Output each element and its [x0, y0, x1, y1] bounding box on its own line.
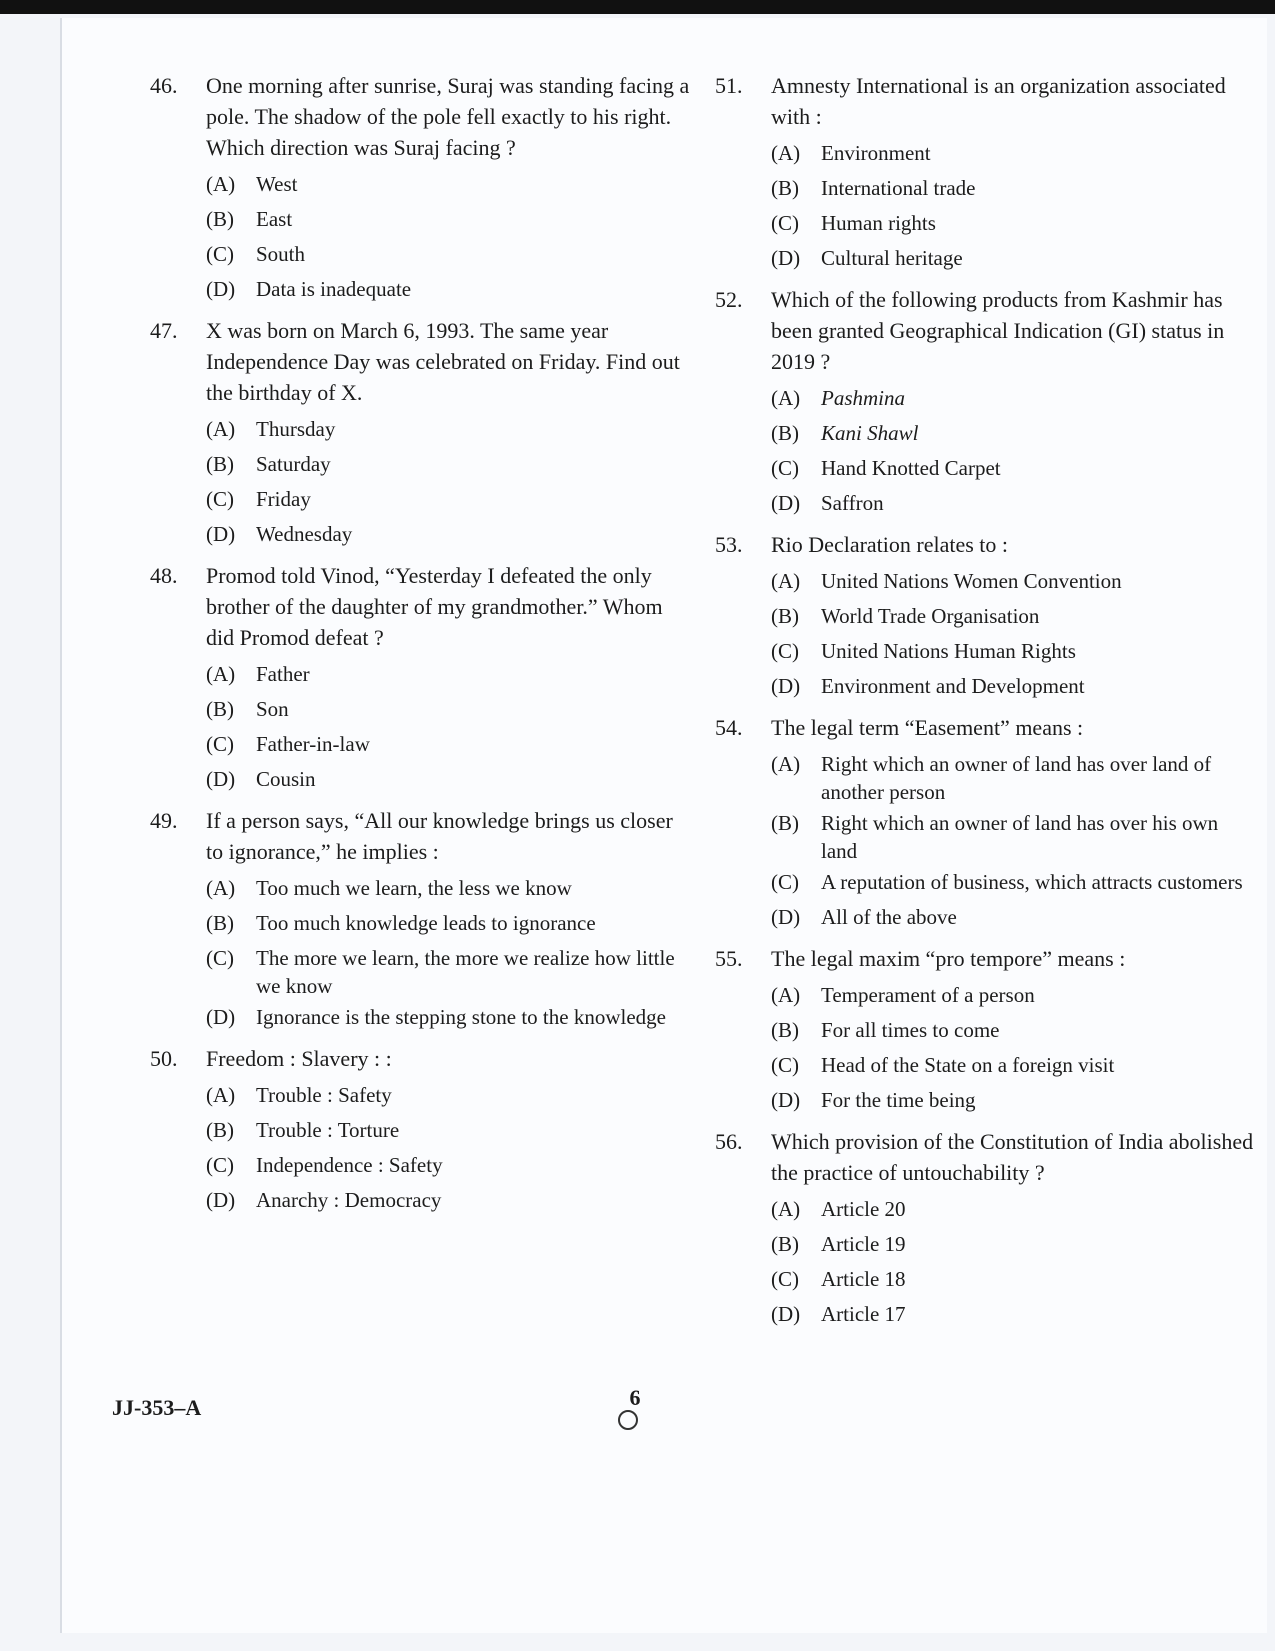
option-text: Head of the State on a foreign visit: [821, 1053, 1115, 1077]
option-item: [206, 1183, 695, 1218]
option-label: (A): [771, 983, 801, 1007]
option-text: Too much knowledge leads to ignorance: [256, 911, 596, 935]
question-text: Which of the following products from Kashmir has been granted Geographical Indication (GI) status in 2019 ?: [771, 287, 1225, 374]
option-label: (C): [771, 456, 799, 480]
option-text: Too much we learn, the less we know: [256, 876, 572, 900]
option-label: (D): [771, 246, 801, 270]
option-item: [206, 202, 695, 237]
option-item: [771, 206, 1255, 241]
option-label: (A): [206, 662, 236, 686]
option-list: [771, 978, 1255, 1118]
question: [715, 70, 1255, 276]
question: [150, 560, 695, 797]
option-text: Pashmina: [821, 386, 905, 410]
option-item: [771, 900, 1255, 935]
question-number: 50.: [150, 1046, 178, 1071]
option-list: [206, 412, 695, 552]
option-label: (B): [771, 811, 799, 835]
option-label: (B): [771, 1232, 799, 1256]
option-label: (A): [771, 569, 801, 593]
question-number: 53.: [715, 532, 743, 557]
option-label: (D): [771, 491, 801, 515]
question: [715, 943, 1255, 1118]
option-item: [771, 136, 1255, 171]
option-label: (A): [206, 417, 236, 441]
question: [715, 712, 1255, 935]
option-text: Saffron: [821, 491, 884, 515]
question: [715, 1126, 1255, 1332]
option-item: [771, 599, 1255, 634]
option-label: (B): [771, 176, 799, 200]
question-stem: [715, 284, 1255, 377]
option-item: [771, 978, 1255, 1013]
question-stem: [150, 1043, 695, 1074]
option-text: International trade: [821, 176, 976, 200]
option-text: Trouble : Torture: [256, 1118, 400, 1142]
question-stem: [715, 943, 1255, 974]
booklet-code: JJ-353–A: [112, 1395, 202, 1420]
option-item: [206, 871, 695, 906]
option-item: [206, 762, 695, 797]
option-item: [771, 171, 1255, 206]
option-item: [771, 669, 1255, 704]
option-list: [771, 747, 1255, 935]
option-item: [206, 906, 695, 941]
option-label: (C): [771, 1267, 799, 1291]
option-item: [206, 1113, 695, 1148]
question: [150, 70, 695, 307]
option-item: [206, 1148, 695, 1183]
option-label: (C): [771, 870, 799, 894]
option-label: (A): [206, 876, 236, 900]
question-stem: [150, 315, 695, 408]
option-list: [771, 564, 1255, 704]
question-stem: [715, 712, 1255, 743]
question-text: Promod told Vinod, “Yesterday I defeated the only brother of the daughter of my grandmother.” Whom did Promod defeat ?: [206, 563, 663, 650]
option-text: West: [256, 172, 298, 196]
option-label: (A): [771, 141, 801, 165]
option-item: [206, 727, 695, 762]
option-text: Son: [256, 697, 289, 721]
option-text: Father: [256, 662, 310, 686]
option-text: Ignorance is the stepping stone to the knowledge: [256, 1005, 666, 1029]
option-text: Hand Knotted Carpet: [821, 456, 1001, 480]
option-text: Friday: [256, 487, 311, 511]
option-text: Trouble : Safety: [256, 1083, 392, 1107]
option-label: (D): [771, 1088, 801, 1112]
option-item: [771, 451, 1255, 486]
option-label: (D): [206, 1005, 236, 1029]
question-stem: [715, 70, 1255, 132]
question-number: 47.: [150, 318, 178, 343]
question-text: The legal maxim “pro tempore” means :: [771, 946, 1126, 971]
option-text: Environment and Development: [821, 674, 1085, 698]
option-text: Cousin: [256, 767, 316, 791]
question-number: 52.: [715, 287, 743, 312]
option-text: Thursday: [256, 417, 336, 441]
question-number: 55.: [715, 946, 743, 971]
option-text: United Nations Women Convention: [821, 569, 1122, 593]
option-text: Data is inadequate: [256, 277, 412, 301]
question-stem: [150, 560, 695, 653]
option-text: Kani Shawl: [821, 421, 919, 445]
option-label: (D): [771, 905, 801, 929]
option-list: [771, 381, 1255, 521]
option-item: [771, 381, 1255, 416]
option-text: Right which an owner of land has over land of another person: [821, 752, 1212, 804]
option-label: (A): [206, 172, 236, 196]
option-label: (C): [206, 1153, 234, 1177]
option-label: (B): [206, 207, 234, 231]
page-number: 6: [629, 1385, 641, 1410]
option-list: [206, 871, 695, 1035]
option-label: (C): [771, 1053, 799, 1077]
option-text: Environment: [821, 141, 931, 165]
option-text: South: [256, 242, 306, 266]
option-label: (B): [206, 1118, 234, 1142]
option-text: Temperament of a person: [821, 983, 1035, 1007]
option-item: [771, 865, 1255, 900]
option-label: (D): [206, 1188, 236, 1212]
question: [150, 315, 695, 552]
option-text: Anarchy : Democracy: [256, 1188, 442, 1212]
question-text: One morning after sunrise, Suraj was standing facing a pole. The shadow of the pole fell exactly to his right. Which direction was Suraj facing ?: [206, 73, 690, 160]
question: [715, 284, 1255, 521]
option-item: [771, 806, 1255, 865]
option-text: East: [256, 207, 293, 231]
option-label: (B): [206, 452, 234, 476]
option-text: United Nations Human Rights: [821, 639, 1076, 663]
option-label: (D): [206, 277, 236, 301]
option-text: Article 20: [821, 1197, 906, 1221]
question: [715, 529, 1255, 704]
option-item: [206, 167, 695, 202]
option-list: [771, 1192, 1255, 1332]
option-item: [206, 1078, 695, 1113]
option-item: [206, 412, 695, 447]
option-label: (D): [771, 674, 801, 698]
option-label: (C): [771, 639, 799, 663]
option-text: World Trade Organisation: [821, 604, 1040, 628]
option-label: (A): [771, 386, 801, 410]
option-label: (D): [206, 522, 236, 546]
question-number: 48.: [150, 563, 178, 588]
right-column: [715, 70, 1255, 1340]
option-text: Article 19: [821, 1232, 906, 1256]
scan-top-edge: [0, 0, 1275, 14]
question-text: Which provision of the Constitution of India abolished the practice of untouchability ?: [771, 1129, 1254, 1185]
question-number: 49.: [150, 808, 178, 833]
option-item: [206, 482, 695, 517]
option-item: [771, 416, 1255, 451]
question-number: 54.: [715, 715, 743, 740]
option-item: [206, 517, 695, 552]
option-item: [771, 1013, 1255, 1048]
option-item: [771, 1297, 1255, 1332]
question: [150, 1043, 695, 1218]
question-number: 51.: [715, 73, 743, 98]
option-list: [206, 657, 695, 797]
option-text: Independence : Safety: [256, 1153, 443, 1177]
option-item: [206, 272, 695, 307]
option-item: [771, 1083, 1255, 1118]
left-column: [150, 70, 695, 1226]
option-label: (C): [206, 487, 234, 511]
option-label: (D): [771, 1302, 801, 1326]
option-label: (B): [771, 421, 799, 445]
option-text: The more we learn, the more we realize how little we know: [256, 946, 675, 998]
question: [150, 805, 695, 1035]
option-item: [206, 447, 695, 482]
option-text: Article 17: [821, 1302, 906, 1326]
option-label: (C): [206, 732, 234, 756]
option-label: (C): [771, 211, 799, 235]
question-text: Freedom : Slavery : :: [206, 1046, 392, 1071]
option-item: [771, 1227, 1255, 1262]
question-stem: [715, 529, 1255, 560]
option-list: [771, 136, 1255, 276]
option-text: Cultural heritage: [821, 246, 963, 270]
option-label: (D): [206, 767, 236, 791]
option-text: For the time being: [821, 1088, 976, 1112]
question-text: Amnesty International is an organization associated with :: [771, 73, 1226, 129]
option-item: [771, 1192, 1255, 1227]
option-text: Article 18: [821, 1267, 906, 1291]
option-text: Right which an owner of land has over his own land: [821, 811, 1219, 863]
option-item: [771, 241, 1255, 276]
option-item: [206, 941, 695, 1000]
question-text: The legal term “Easement” means :: [771, 715, 1084, 740]
question-text: If a person says, “All our knowledge brings us closer to ignorance,” he implies :: [206, 808, 673, 864]
option-item: [771, 564, 1255, 599]
option-label: (B): [771, 604, 799, 628]
option-item: [771, 1262, 1255, 1297]
option-text: Saturday: [256, 452, 331, 476]
question-stem: [715, 1126, 1255, 1188]
option-item: [771, 1048, 1255, 1083]
question-stem: [150, 805, 695, 867]
option-item: [206, 692, 695, 727]
option-label: (C): [206, 946, 234, 970]
option-label: (A): [771, 752, 801, 776]
option-list: [206, 1078, 695, 1218]
option-text: Human rights: [821, 211, 936, 235]
option-item: [771, 747, 1255, 806]
option-label: (C): [206, 242, 234, 266]
question-text: X was born on March 6, 1993. The same year Independence Day was celebrated on Friday. Find out the birthday of X.: [206, 318, 680, 405]
option-text: Father-in-law: [256, 732, 370, 756]
option-text: All of the above: [821, 905, 957, 929]
option-item: [206, 1000, 695, 1035]
option-text: A reputation of business, which attracts customers: [821, 870, 1243, 894]
option-label: (A): [771, 1197, 801, 1221]
question-number: 46.: [150, 73, 178, 98]
page-mark-icon: [618, 1410, 638, 1430]
question-number: 56.: [715, 1129, 743, 1154]
option-text: Wednesday: [256, 522, 353, 546]
option-list: [206, 167, 695, 307]
option-label: (B): [771, 1018, 799, 1042]
option-label: (B): [206, 911, 234, 935]
option-label: (B): [206, 697, 234, 721]
question-text: Rio Declaration relates to :: [771, 532, 1009, 557]
option-item: [206, 657, 695, 692]
option-label: (A): [206, 1083, 236, 1107]
option-item: [771, 486, 1255, 521]
option-item: [771, 634, 1255, 669]
option-text: For all times to come: [821, 1018, 1000, 1042]
question-stem: [150, 70, 695, 163]
option-item: [206, 237, 695, 272]
